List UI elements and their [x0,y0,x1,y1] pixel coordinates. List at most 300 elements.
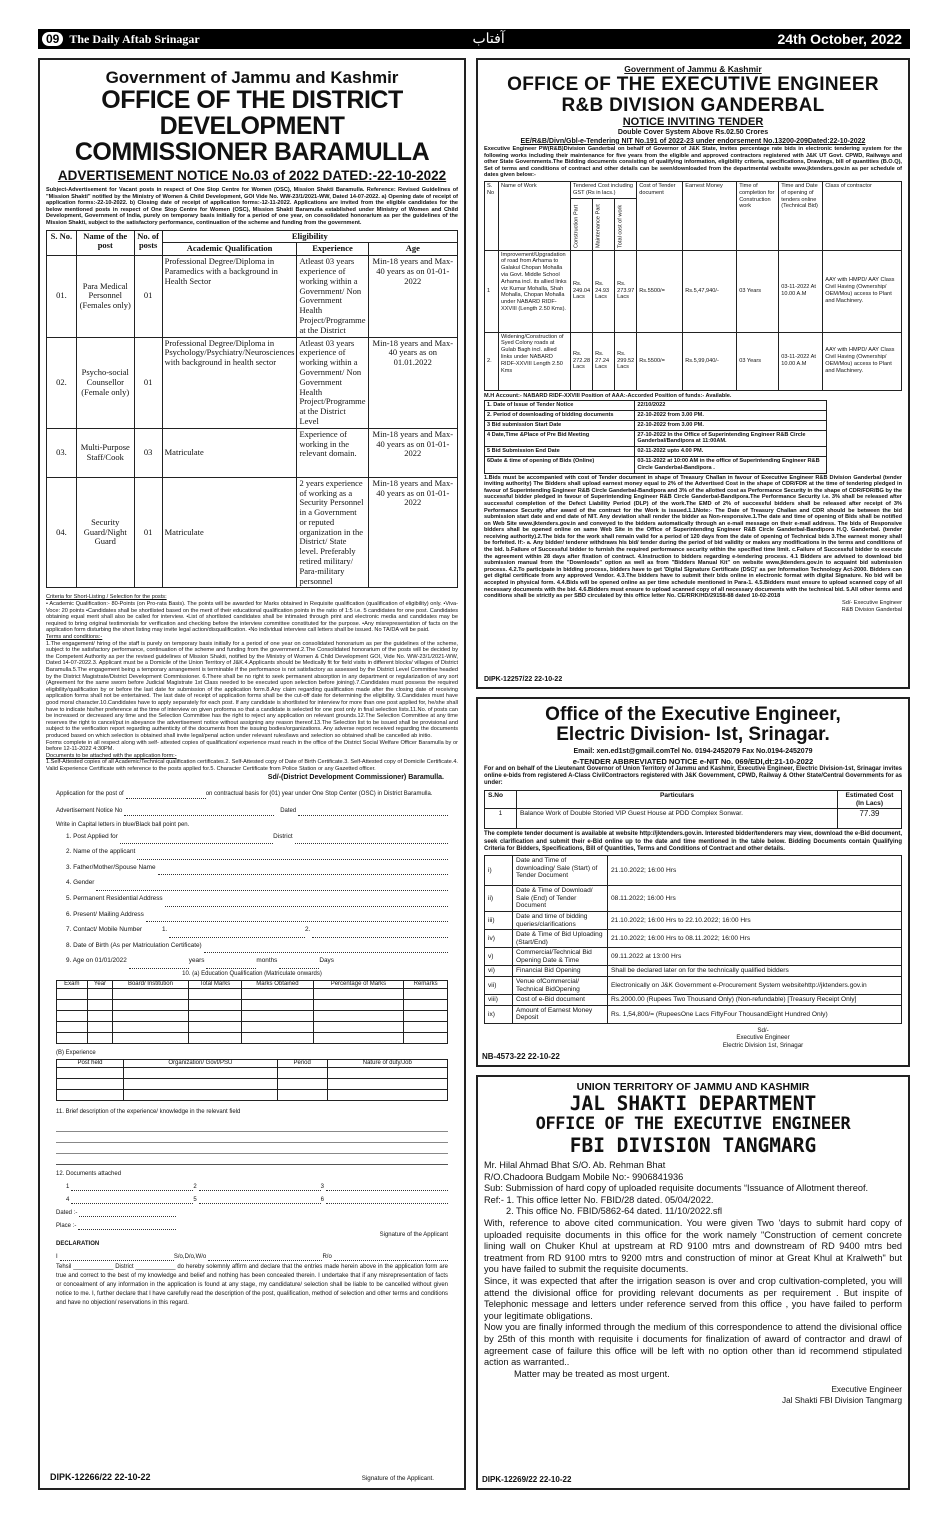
col-remarks: Remarks [404,981,448,989]
cell-posts: 01 [134,337,162,428]
col-period: Period [277,1060,327,1068]
ad-title-2: R&B DIVISION GANDERBAL [561,95,825,116]
table-row [57,1068,448,1079]
ad-title-1: OFFICE OF THE DISTRICT DEVELOPMENT [101,86,403,140]
cell-experience: Atleast 03 years experience of working within a Government/ Non Government Health Project/Programme at the District [297,256,368,337]
cell-total: Rs. 273.97 Lacs [615,250,637,332]
col-organization: Organization/ Govt/PSU [123,1060,277,1068]
table-row [47,256,458,337]
label-adv-no: Advertisement Notice No [56,808,123,815]
input-residence[interactable] [334,1252,448,1261]
cell-no: vi) [485,966,513,977]
col-nature: Nature of duty/Job [327,1060,447,1068]
cell-when: Electronically on J&K Government e-Procurement System websitehttp://jktenders.gov.in [608,977,902,995]
label-f3: 3. Father/Mother/Spouse Name [66,863,156,871]
col-opening: Time and Date of opening of tenders online (Technical Bid) [779,181,823,250]
paragraph-2: Since, it was expected that after the irrigation season is over and crop cultivation-completed, you will attend the divisional office for providing relevant documents as per requirement . But inspite of Telephonic message and letters under reference served from this office , you have failed to perform your legitimate obligations. [484,1275,902,1321]
mh-account: M.H Account:- NABARD RIDF-XXVIII Position of AAA:-Accorded Position of funds:- Available. [484,392,732,399]
ad-ganderbal [476,58,910,689]
work-table [484,790,902,829]
field-7 [66,922,448,938]
cell-opening: 03-11-2022 At 10.00 A.M [779,250,823,332]
field-9 [66,953,448,969]
ee-signature [484,1384,902,1406]
sign-line-2: R&B Division Ganderbal [841,606,902,613]
doc-1: 1 [66,1183,70,1190]
table-row [57,989,448,1000]
edu-cell[interactable] [242,1022,313,1033]
criteria-text: • Academic Qualification:- 80-Points (on Pro-rata Basis). The points will be awarded for Marks obtained in Requisite qualification (qualification of eligibility) only. •Viva-Voce: 20 points •Candidates shall be shortlisted based on the merit of their educational qualification points in the ratio of 1:5 i.e. 5 candidates for one post. Candidates obtaining equal merit shall also be called for interview. •List of shortlisted candidates shall be intimated through print and electronic media and candidates may be required to bring original testimonials for verification and checking before the interview committee constituted for the purpose. •Any misrepresentation of facts on the application form disturbing the short listing may invite legal action/disqualification. •No individual interview call letters shall be issued. No TA/DA will be paid. [46,601,458,634]
table-row [485,885,902,911]
cell-event: Date and time of bidding queries/clarifications [513,911,608,929]
cell-cost: Rs.5500/= [637,332,683,390]
input-doc[interactable] [199,1195,321,1204]
exp-cell[interactable] [327,1090,447,1101]
label-f5: 5. Permanent Residential Address [66,895,163,903]
brief-lines[interactable] [56,1121,448,1165]
edu-cell[interactable] [404,1011,448,1022]
edu-cell[interactable] [404,1033,448,1044]
col-year: Year [87,981,113,989]
input-f1[interactable] [120,835,273,844]
exp-cell[interactable] [327,1079,447,1090]
sched-label: 3 Bid submission Start Date [485,420,635,430]
cell-when: Rs.2000.00 (Rupees Two Thousand Only) (Non-refundable) [Treasury Receipt Only] [608,995,902,1006]
cell-academic: Matriculate [162,477,297,588]
nb-number: NB-4573-22 22-10-22 [482,1052,560,1061]
ad-title-3: FBI DIVISION TANGMARG [569,1134,817,1157]
label-years: years [188,957,205,965]
label-f8: 8. Date of Birth (As per Matriculation Certificate) [66,941,202,949]
table-row [485,1005,902,1023]
exp-cell[interactable] [123,1068,277,1079]
cell-post: Para Medical Personnel (Females only) [76,256,134,337]
label-app-for-2: on contractual basis for (01) year under One Stop Center (OSC) in District Baramulla. [205,791,433,798]
field-5 [66,891,448,907]
cell-no: i) [485,855,513,885]
col-age: Age [368,243,457,256]
ad-tangmarg [476,1075,910,1490]
col-obtained: Marks Obtained [242,981,313,989]
conditions-text: 1.Bids must be accompanied with cost of Tender document in shape of Treasury Challan in favour of Executive Engineer R&B Division Ganderbal (tender inviting authority) The Bidders shall upload earnest money equal to 2% of the Advertised Cost in the shape of CDR/FDR at the time of tendering pledged in favour of Superintending Engineer R&B Circle Ganderbal-Bandipora and 3% of the allotted cost as Performance Security in the shape of CDR/FDR/BG by the successful bidder pledged in favour of Superintending Engineer R&B Circle Ganderbal-Bandipora.The Performance Security i.e. 3% shall be released after successful completion of the Defect Liability Period (DLP) of the work.The EMD of 2% of successful bidders shall be released after receipt of 3% Performance Security after award of the contract for the Work is issued.1.1Note:- The Date of Treasury Challan and CDR should be between the bid submission start date and end date of NIT. Any deviation shall render the bidder as Non-responsive.1.The date and time of opening of Bids shall be notified on Web Site www.jktenders.gov.in and conveyed to the bidders automatically through an e-mail message on their e-mail address. The bids of Responsive bidders shall be opened online on same Web Site in the Office of Superintending Engineer R&B Circle Ganderbal-Bandipora H.Q. Ganderbal. (tender receiving authority).2.The bids for the work shall remain valid for a period of 120 days from the date of opening of Technical bids 3.The earnest money shall be forfeited. If:- a. Any bidder/ tenderer withdraws his bid/ tender during the period of bid validity or makes any modifications in the terms and conditions of the bid. b.Failure of Successful bidder to furnish the required performance security within the specified time limit. c.Failure of Successful bidder to execute the agreement within 28 days after fixation of contract. 4.Instruction to bidders regarding e-tendering process. 4.1 Bidders are advised to download bid submission manual from the "Downloads" option as well as from "Bidders Manual Kit" on website www.jktenders.gov.in to acquaint bid submission process. 4.2.To participate in bidding process, bidders have to get 'Digital Signature Certificate (DSC)' as per Information Technology Act-2000. Bidders can get digital certificate from any approved Vendor. 4.3.The bidders have to submit their bids online in electronic format with digital Signature. No bid will be accepted in physical form. 4.4.Bids will be opened online as per time schedule mentioned in Para-1. 4.5.Bidders must ensure to upload scanned copy of all necessary documents with the bid. 4.6.Bidders must ensure to upload scanned copy of all necessary documents with the technical bid. 5.All other terms and conditions shall be strictly as per SBD circulated by this office letter No. CE/RRK/HD/29158-88 dated 10-02-2018 [484,474,902,600]
dipk-number: DIPK-12257/22 22-10-22 [484,676,563,683]
sign-line-2: Electric Division 1st, Srinagar [722,1041,804,1049]
label-district: District [273,832,293,840]
cell-event: Date & Time of Download/ Sale (End) of Tender Document [513,885,608,911]
form-fields [56,829,448,969]
dipk-number: DIPK-12269/22 22-10-22 [482,1475,572,1484]
input-date[interactable] [79,1208,176,1217]
exp-cell[interactable] [277,1090,327,1101]
docs-row-1 [56,1182,448,1191]
col-posts: No. of posts [134,230,162,256]
cell-time: 03 Years [737,332,779,390]
cell-when: 09.11.2022 at 13:00 Hrs [608,948,902,966]
edu-cell[interactable] [57,1022,88,1033]
doc-3: 3 [320,1183,324,1190]
header-left [42,30,200,48]
cell-posts: 03 [134,428,162,477]
edu-cell[interactable] [87,1033,113,1044]
table-row [485,420,827,430]
col-sno: S. No. [47,230,77,256]
cell-when: 08.11.2022; 16:00 Hrs [608,885,902,911]
edu-cell[interactable] [113,1033,188,1044]
field-place [56,1221,176,1230]
table-row [485,410,827,420]
edu-cell[interactable] [87,1022,113,1033]
edu-cell[interactable] [242,1011,313,1022]
cell-work: Improvement/Upgradation of road from Arhama to Galakul Chopan Mohalla via Govt. Middle School Arhama incl. its allied links viz Kumar Mohalla, Shah Mohalla, Chopan Mohalla under NABARD RIDF-XXVIII (Length 2.50 Kms). [499,250,571,332]
cell-time: 03 Years [737,250,779,332]
table-row [485,401,827,411]
edu-cell[interactable] [87,989,113,1000]
cell-maintenance: Rs. 27.24 Lacs [593,332,615,390]
decl-i: I [56,1254,58,1261]
sched-value: 22-10-2022 from 3.00 PM. [635,410,826,420]
input-district[interactable] [295,835,448,844]
cell-no: ix) [485,1005,513,1023]
label-date: Dated :- [56,1209,78,1216]
ad-govt: Government of Jammu and Kashmir [105,68,399,87]
cell-sno: 1 [485,250,499,332]
cell-posts: 01 [134,256,162,337]
col-total: Total cost of work [615,198,637,250]
edu-cell[interactable] [57,989,88,1000]
input-years[interactable] [129,960,189,969]
terms-text: 1.The engagement/ hiring of the staff is purely on temporary basis initially for a period of one year on consolidated honorarium as per the guidelines of the scheme, subject to the satisfactory performance, continuation of the scheme and funding from the government.2.The Consolidated honorarium of the posts will be decided by the Competent Authority as per the revised guidelines of Mission Shakti, notified by the Ministry of Women & Child Development GOI, Vide No. WW-23/1/2021-WW, Dated 14-07-2022.3. Applicant must be a Domicile of the Union Territory of J&K.4.Applicants should be Medically fit for field visits in different blocks/ villages of District Baramulla.5.The engagement being a temporary arrangement is terminable if the performance is not satisfactory as assessed by the District Level Committee headed by the District Magistrate/District Development Commissioner. 6.There shall be no right to seek permanent absorption in any department or regularization of any sort (Agreement for the same sworn before Judicial Magistrate 1st Class needed to be executed upon selection before joining).7.Candidates must possess the required eligibility/qualification by or before the last date for submission of the application form.8.Any claim regarding qualification made after the closing date of receiving application forms shall not be entertained. The last date of receipt of application forms shall be the cut-off date for determining the eligibility. 9.Candidates must have good moral character.10.Candidates have to apply separately for each post. If any candidate is shortlisted for interview for more than one post applied for, he/she shall have to indicate his/her preference at the time of interview on given proforma so that a candidate is selected for one post only in final selection lists.11.No. of posts can be increased or decreased any time and the Selection Committee has the right to reject any application on relevant grounds.12.The Selection Committee at any time reserves the right to cancel/put in abeyance the advertisement notice without assigning any reason thereof.13.The Selection list to be issued shall be provisional and subject to the verification report regarding authenticity of the documents from the issuing bodies/organizations. Any adverse report received regarding the documents produced based on which selection is obtained shall invite legal/penal action under relevant rules/laws and selection so obtained shall be cancelled ab initio. [46,640,458,739]
exp-cell[interactable] [57,1068,124,1079]
cell-when: 21.10.2022; 16:00 Hrs to 22.10.2022; 16:00 Hrs [608,911,902,929]
cell-age: Min-18 years and Max-40 years as on 01.01.2022 [368,337,457,428]
exp-cell[interactable] [327,1068,447,1079]
table-row [57,1011,448,1022]
cell-experience: Atleast 03 years experience of working within a Government/ Non Government Health Project/Programme at the District Level [297,337,368,428]
col-time: Time of completion for Construction work [737,181,779,250]
exp-cell[interactable] [277,1079,327,1090]
input-f8[interactable] [204,944,448,953]
label-dated: Dated [280,808,297,815]
col-earnest: Earnest Money [683,181,737,250]
cell-event: Financial Bid Opening [513,966,608,977]
input-f5[interactable] [165,898,448,907]
cell-age: Min-18 years and Max-40 years as on 01-01-2022 [368,428,457,477]
edu-cell[interactable] [404,989,448,1000]
ad-title-2: Electric Division- Ist, Srinagar. [556,724,830,745]
table-row [485,447,827,457]
sign-line-2: Jal Shakti FBI Division Tangmarg [782,1396,902,1406]
ad-electric [476,697,910,1067]
exp-cell[interactable] [57,1079,124,1090]
input-doc[interactable] [71,1182,193,1191]
page-number: 09 [42,32,63,46]
cell-experience: Experience of working in the relevant domain. [297,428,368,477]
input-parent[interactable] [208,1252,322,1261]
table-row [485,430,827,447]
table-row [57,1000,448,1011]
sig-applicant-2: Signature of the Applicant. [361,1475,434,1482]
edu-cell[interactable] [313,1022,404,1033]
ad-title-1: Office of the Executive Engineer, [545,704,841,725]
cell-cost: Rs.5500/= [637,250,683,332]
input-place[interactable] [78,1221,176,1230]
page-header [38,29,910,49]
edu-cell[interactable] [188,1022,242,1033]
cell-post: Multi-Purpose Staff/Cook [76,428,134,477]
exp-cell[interactable] [123,1090,277,1101]
edu-cell[interactable] [113,1022,188,1033]
input-doc[interactable] [326,1195,448,1204]
sign-line-1: Sd/- Executive Engineer [841,599,902,606]
field-3 [66,860,448,876]
col-exam: Exam [57,981,88,989]
nit-heading: e-TENDER ABBREVIATED NOTICE e-NIT No. 069/EDI,dt:21-10-2022 [572,756,814,766]
ad-title-2: COMMISSIONER BARAMULLA [74,138,430,166]
table-row [485,855,902,885]
edu-cell[interactable] [57,1011,88,1022]
input-f6[interactable] [146,913,448,922]
sched-value: 22-10-2022 from 3.00 PM. [635,420,826,430]
sched-value: 02-11-2022 upto 4.00 PM. [635,447,826,457]
field-6 [66,907,448,923]
edu-cell[interactable] [313,989,404,1000]
edu-cell[interactable] [113,1011,188,1022]
input-app-for[interactable] [126,790,206,799]
addressee-2: R/O.Chadoora Budgam Mobile No:- 9906841936 [484,1171,684,1182]
exp-cell[interactable] [57,1090,124,1101]
table-row [485,456,827,473]
cell-no: v) [485,948,513,966]
edu-cell[interactable] [242,1033,313,1044]
edu-cell[interactable] [57,1033,88,1044]
decl-ro: R/o [322,1254,332,1261]
col-maintenance: Maintenance Part [593,198,615,250]
nit-heading: NOTICE INVITING TENDER [622,116,764,128]
cell-earnest: Rs.5,99,040/- [683,332,737,390]
table-row [47,337,458,428]
table-row [485,948,902,966]
table-row [47,477,458,588]
label-f4: 4. Gender [66,879,95,887]
ad-intro: Executive Engineer PW(R&B)Division Ganderbal on behalf of Governor of J&K State, invites percentage rate bids in electronic tendering system for the following works including their maintenance for five years from the eligible and approved contractors registered with J&K UT Govt. CPWD, Railways and other State Governments.The Bidding documents consisting of qualifying information, eligibility criteria, specifications, Drawings, bill of quantities (B.O.Q), Set of terms and conditions of contract and other details can be seen/downloaded from the departmental website www.jktenders.gov.in as per schedule of dates given below:- [484,146,902,179]
exp-cell[interactable] [277,1068,327,1079]
sched-value: 27-10-2022 In the Office of Superintending Engineer R&B Circle Ganderbal/Bandipora at 11:00AM. [635,430,826,447]
cell-event: Cost of e-Bid document [513,995,608,1006]
cell-construction: Rs. 272.28 Lacs [571,332,593,390]
cell-no: iv) [485,930,513,948]
input-f4[interactable] [96,882,448,891]
edu-cell[interactable] [313,1011,404,1022]
cell-event: Amount of Earnest Money Deposit [513,1005,608,1023]
schedule-table [484,400,827,473]
cell-maintenance: Rs. 24.93 Lacs [593,250,615,332]
doc-6: 6 [320,1196,324,1203]
ad-baramulla [38,58,466,1490]
ee-signature [484,1027,902,1049]
decl-sdw: S/o,D/o,W/o [173,1254,207,1261]
col-cost: Estimated Cost (In Lacs) [838,791,902,809]
col-academic: Academic Qualification [162,243,297,256]
schedule-table [484,855,902,1024]
dipk-number: DIPK-12266/22 22-10-22 [50,1472,151,1482]
edu-cell[interactable] [242,1000,313,1011]
cell-work: Balance Work of Double Storied VIP Guest House at PDD Complex Sonwar. [517,809,838,829]
experience-heading: (B) Experience [56,1050,96,1057]
cell-when: Shall be declared later on for the technically qualified bidders [608,966,902,977]
posts-table [46,230,458,589]
edu-cell[interactable] [188,1011,242,1022]
write-note: Write in Capital letters in blue/Black ball point pen. [56,821,190,828]
input-doc[interactable] [71,1195,193,1204]
cell-construction: Rs. 249.04 Lacs [571,250,593,332]
sign-line-1: Executive Engineer [831,1385,902,1395]
field-1 [66,829,448,845]
docs-attached-heading: 12. Documents attached [56,1170,122,1177]
cell-academic: Professional Degree/Diploma in Psychology/Psychiatry/Neurosciences with background in health sector [162,337,297,428]
edu-cell[interactable] [313,1033,404,1044]
cell-no: vii) [485,977,513,995]
input-f3[interactable] [158,866,448,875]
edu-heading: 10. (a) Education Qualification (Matriculate onwards) [182,971,322,978]
paragraph-4: Matter may be treated as most urgent. [514,1368,670,1379]
cell-when: Rs. 1,54,800/= (RupeesOne Lacs FiftyFour ThousandEight Hundred Only) [608,1005,902,1023]
brief-heading: 11. Brief description of the experience/ knowledge in the relevant field [56,1109,241,1116]
sched-label: 4 Date,Time &Place of Pre Bid Meeting [485,430,635,447]
input-months[interactable] [206,960,256,969]
forms-text: Forms complete in all respect along with self- attested copies of qualification/ experience must reach in the office of the District Social Welfare Officer Baramulla by or before 12-11-2022 4:30PM. [46,739,458,753]
label-f9: 9. Age on 01/01/2022 [66,957,127,965]
cell-class: AAY with HMPD/ AAY Class Civil Having (Ownership/ OEM/Mou) access to Plant and Machinery. [823,332,902,390]
cell-academic: Professional Degree/Diploma in Paramedics with a background in Health Sector [162,256,297,337]
label-place: Place :- [56,1222,77,1229]
ad-govt: Government of Jammu & Kashmir [624,64,762,74]
sched-label: 2. Period of downloading of bidding documents [485,410,635,420]
input-phone-2[interactable] [312,929,448,938]
sched-value: 03-11-2022 at 10:00 AM in the office of Superintending Engineer R&B Circle Ganderbal-Bandipora . [635,456,826,473]
newspaper-logo: آفتاب [472,31,505,47]
col-percentage: Percentage of Marks [313,981,404,989]
input-name[interactable] [60,1252,174,1261]
edu-cell[interactable] [404,1022,448,1033]
col-total: Total Marks [188,981,242,989]
edu-cell[interactable] [87,1011,113,1022]
table-row [57,1033,448,1044]
table-row [485,809,902,829]
cell-work: Widening/Construction of Syed Colony roads at Gulab Bagh incl. allied links under NABARD RIDF-XXVIII Length 2.50 Kms [499,332,571,390]
col-particulars: Particulars [517,791,838,809]
col-post: Name of the post [76,230,134,256]
cell-posts: 01 [134,477,162,588]
ad-title-1: OFFICE OF THE EXECUTIVE ENGINEER [507,74,879,95]
application-form [46,782,458,1309]
col-eligibility: Eligibility [162,230,457,243]
edu-cell[interactable] [57,1000,88,1011]
cell-academic: Matriculate [162,428,297,477]
cell-no: viii) [485,995,513,1006]
field-8 [66,938,448,954]
paper-name: The Daily Aftab Srinagar [69,32,200,46]
col-class: Class of contractor [823,181,902,250]
ad-title-2: OFFICE OF THE EXECUTIVE ENGINEER [535,1114,851,1134]
ee-signature [484,600,902,614]
middle-text: The complete tender document is available at website http://jktenders.gov.in. Interested bidder/tenderers may view, download the e-Bid document, seek clarification and submit their e-Bid online up to the date and time mentioned in the table below. Bidding Documents contain Qualifying Criteria for Bidders, Specifications, Bill of Quantities, Terms and Conditions of Contract and other details. [484,831,902,852]
cell-event: Commercial/Technical Bid Opening Date & Time [513,948,608,966]
cell-experience: 2 years experience of working as a Security Personnel in a Government or reputed organization in the District/ State level. Preferably retired military/ Para-military personnel [297,477,368,588]
subject-line: Sub: Submission of hard copy of uploaded requisite documents “Issuance of Allotment thereof. [484,1183,869,1194]
letter-body [484,1160,902,1380]
table-row [485,995,902,1006]
docs-heading: Documents to be attached with the application form:- [46,752,177,759]
sign-line-1: Executive Engineer [736,1034,790,1042]
table-row [485,966,902,977]
table-row [57,1090,448,1101]
addressee-1: Mr. Hilal Ahmad Bhat S/O. Ab. Rehman Bhat [484,1160,666,1170]
paragraph-3: Now you are finally informed through the medium of this correspondence to attend the divisional office by 25th of this month with requisite i documents for finalization of award of contractor and drawl of agreement case of failure this office will be left with no option other than id recommend stipulated action as warranted.. [484,1322,902,1368]
edu-cell[interactable] [313,1000,404,1011]
sign-sd: Sd/- [757,1027,769,1035]
contact-line: Email: xen.ed1st@gmail.comTel No. 0194-2452079 Fax No.0194-2452079 [573,748,813,755]
ddc-signature: Sd/-(District Development Commissioner) Baramulla. [267,773,444,781]
table-row [57,1079,448,1090]
input-doc[interactable] [326,1182,448,1191]
doc-4: 4 [66,1196,70,1203]
edu-cell[interactable] [242,989,313,1000]
input-doc[interactable] [199,1182,321,1191]
cell-post: Security Guard/Night Guard [76,477,134,588]
declaration-heading: DECLARATION [56,1241,100,1248]
cell-no: ii) [485,885,513,911]
edu-cell[interactable] [113,989,188,1000]
table-row [47,428,458,477]
input-adv-no[interactable] [124,807,274,816]
reference-1: Ref:- 1. This office letter No. FBID/28 dated. 05/04/2022. [484,1194,714,1205]
ad-notice-no: ADVERTISEMENT NOTICE No.03 of 2022 DATED:-22-10-2022 [57,168,447,183]
label-f6: 6. Present/ Mailing Address [66,910,144,918]
label-one: 1. [162,926,168,934]
issue-date: 24th October, 2022 [777,31,902,47]
ad-intro: For and on behalf of the Lieutenant Governor of Union Territory of Jammu and Kashmir, Executive Engineer, Electric Division-1st, Srinagar invites online e-bids from registered A-Class CivilContractors registered with J&K Government, CPWD, Railway & Other State/Central Governments for as under: [484,765,902,786]
declaration-text: Tehsil ____________ District ____________ do hereby solemnly affirm and declare that the entries made herein above in the application form are true and correct to the best of my knowledge and belief and nothing has been concealed therein. I undertake that if any misrepresentation of facts or concealment of any information in the application is found at any stage, my candidature/ selection shall be liable to be cancelled without given notice to me. I, further declare that I have carefully read the description of the post, qualification, method of selection and other terms and conditions and have no objection/ reservations in this regard. [56,1264,448,1307]
field-4 [66,875,448,891]
input-dated[interactable] [298,807,448,816]
input-f2[interactable] [137,851,448,860]
input-phone-1[interactable] [169,929,305,938]
ad-intro: Subject-Advertisement for Vacant posts in respect of One Stop Centre for Women (OSC), Mission Shakti Baramulla. Reference: Revised Guidelines of "Mission Shakti" notified by the Ministry of Women & Child Development, GOI Vide No. WW-23/1/2021-WW, Dated 14-07-2022. a) Opening date of receipt of application forms:-22-10-2022. b) Closing date of receipt of application forms:-12-11-2022. Applications are invited from the eligible candidates for the below mentioned posts in respect of One Stop Centre for Women (OSC), Mission Shakti Baramulla established under Ministry of Women and Child Development, Government of India, purely on temporary basis initially for a period of one year, on consolidated honorarium as per the guidelines of the Mission Shakti, subject to the satisfactory performance, continuation of the scheme and funding from the government. [46,187,458,226]
table-row [485,250,902,332]
edu-cell[interactable] [188,1000,242,1011]
field-adv-no [56,807,448,816]
cell-sno: 04. [47,477,77,588]
table-row [485,930,902,948]
sched-label: 5 Bid Submission End Date [485,447,635,457]
input-days[interactable] [279,960,319,969]
label-days: Days [319,957,334,965]
exp-cell[interactable] [123,1079,277,1090]
label-f1: 1. Post Applied for [66,832,118,840]
field-date [56,1208,176,1217]
edu-cell[interactable] [87,1000,113,1011]
edu-cell[interactable] [113,1000,188,1011]
edu-cell[interactable] [188,1033,242,1044]
edu-cell[interactable] [404,1000,448,1011]
cell-total: Rs. 299.52 Lacs [615,332,637,390]
cell-class: AAY with HMPD/ AAY Class Civil Having (Ownership/ OEM/Mou) access to Plant and Machinery. [823,250,902,332]
col-cost-doc: Cost of Tender document [637,181,683,250]
criteria-heading: Criteria for Short-Listing / Selection for the posts: [46,594,167,601]
cell-earnest: Rs.5,47,940/- [683,250,737,332]
edu-cell[interactable] [188,989,242,1000]
col-post-held: Post held [57,1060,124,1068]
